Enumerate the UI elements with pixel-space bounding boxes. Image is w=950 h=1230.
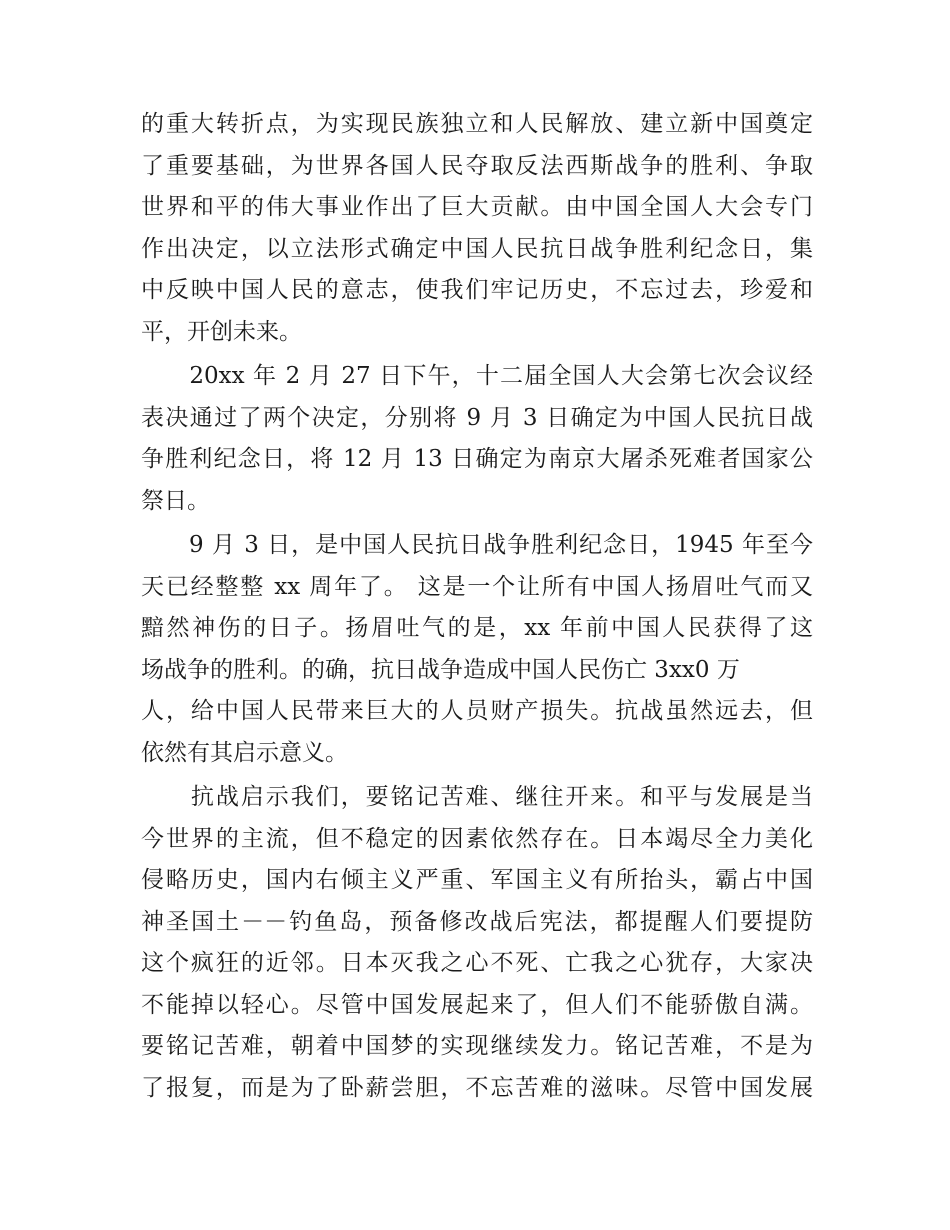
paragraph-2: [141, 356, 813, 522]
text-line: 作出决定，以立法形式确定中国人民抗日战争胜利纪念日，集: [141, 235, 813, 262]
text-line: 了重要基础，为世界各国人民夺取反法西斯战争的胜利、争取: [141, 152, 813, 179]
text-line: 天已经整整 xx 周年了。 这是一个让所有中国人扬眉吐气而又: [141, 573, 813, 600]
text-line: 祭日。: [141, 487, 210, 514]
text-line: 侵略历史，国内右倾主义严重、军国主义有所抬头，霸占中国: [141, 867, 813, 893]
text-line: 中反映中国人民的意志，使我们牢记历史，不忘过去，珍爱和: [141, 277, 813, 303]
text-line: 黯然神伤的日子。扬眉吐气的是，xx 年前中国人民获得了这: [141, 615, 813, 641]
text-line: 表决通过了两个决定，分别将 9 月 3 日确定为中国人民抗日战: [141, 404, 813, 431]
text-line: 争胜利纪念日，将 12 月 13 日确定为南京大屠杀死难者国家公: [141, 446, 813, 472]
text-line: 场战争的胜利。的确，抗日战争造成中国人民伤亡 3xx0 万: [141, 656, 740, 683]
text-line: 抗战启示我们，要铭记苦难、继往开来。和平与发展是当: [141, 784, 813, 810]
text-line: 要铭记苦难，朝着中国梦的实现继续发力。铭记苦难，不是为: [141, 1033, 813, 1059]
text-line: 今世界的主流，但不稳定的因素依然存在。日本竭尽全力美化: [141, 825, 813, 852]
text-line: 这个疯狂的近邻。日本灭我之心不死、亡我之心犹存，大家决: [141, 950, 813, 976]
paragraph-3: [141, 525, 813, 774]
text-line: 不能掉以轻心。尽管中国发展起来了，但人们不能骄傲自满。: [141, 991, 813, 1018]
text-line: 了报复，而是为了卧薪尝胆，不忘苦难的滋味。尽管中国发展: [141, 1074, 813, 1101]
text-line: 世界和平的伟大事业作出了巨大贡献。由中国全国人大会专门: [141, 194, 813, 220]
paragraph-1: [141, 104, 813, 353]
text-line: 神圣国土－－钓鱼岛，预备修改战后宪法，都提醒人们要提防: [141, 908, 813, 935]
text-line: 平，开创未来。: [141, 318, 302, 345]
text-line: 9 月 3 日，是中国人民抗日战争胜利纪念日，1945 年至今: [141, 532, 813, 558]
document-body: [141, 104, 813, 1109]
paragraph-4: [141, 777, 813, 1109]
text-line: 依然有其启示意义。: [141, 739, 348, 766]
text-line: 20xx 年 2 月 27 日下午，十二届全国人大会第七次会议经: [141, 363, 813, 389]
text-line: 的重大转折点，为实现民族独立和人民解放、建立新中国奠定: [141, 111, 813, 137]
text-line: 人，给中国人民带来巨大的人员财产损失。抗战虽然远去，但: [141, 698, 813, 724]
